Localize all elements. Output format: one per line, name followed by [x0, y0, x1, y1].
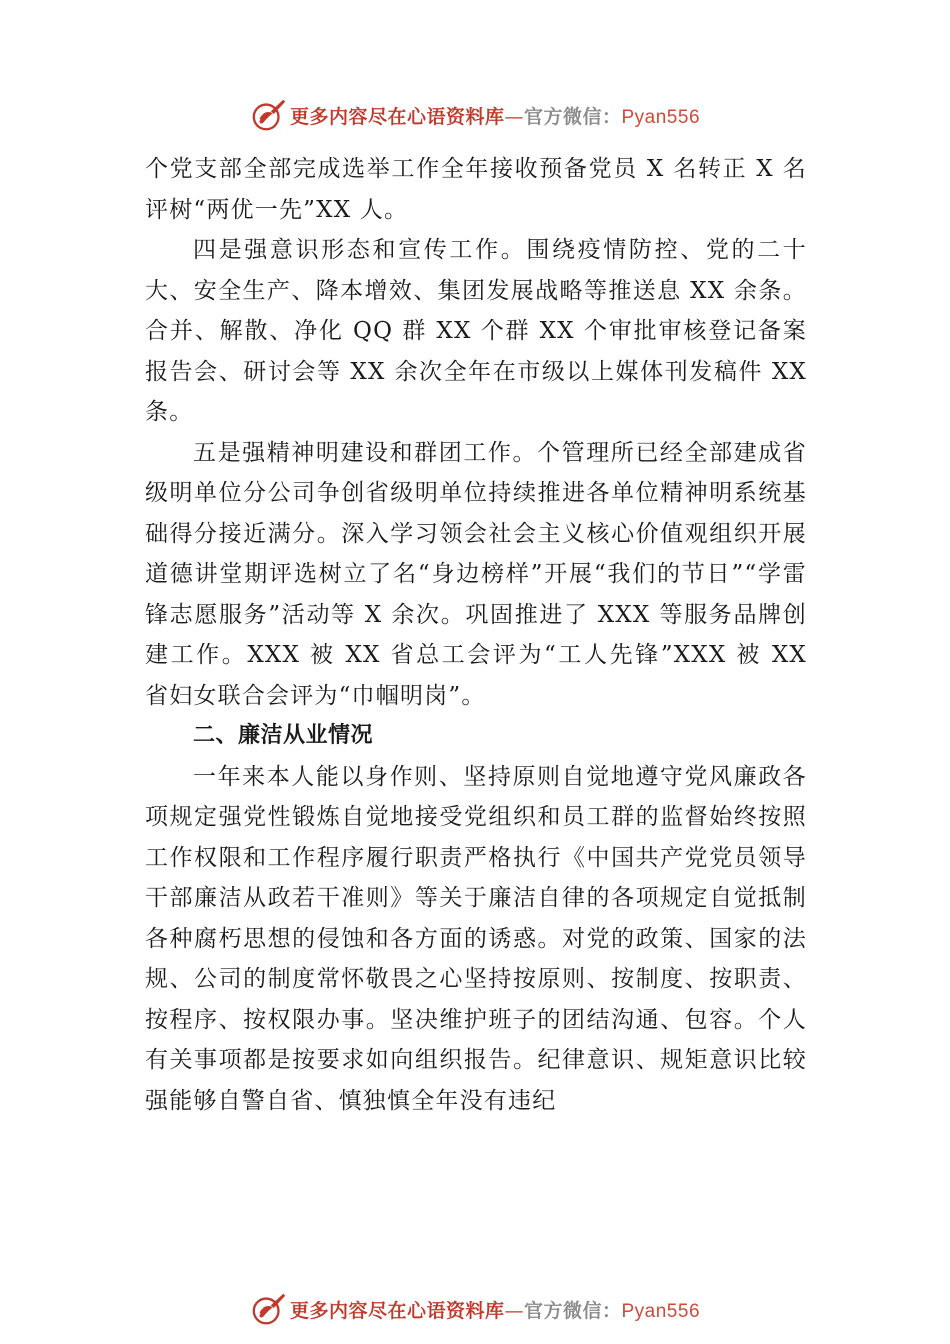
- brush-logo-icon: [250, 1290, 288, 1328]
- section-heading: 二、廉洁从业情况: [193, 723, 374, 748]
- banner-site-name: 更多内容尽在心语资料库: [289, 1299, 505, 1322]
- paragraph-continued: 个党支部全部完成选举工作全年接收预备党员 X 名转正 X 名评树“两优一先”XX 人。: [145, 156, 807, 223]
- banner-wechat-id: Pyan556: [621, 106, 701, 128]
- paragraph-civilization-groups: 五是强精神明建设和群团工作。个管理所已经全部建成省级明单位分公司争创省级明单位持续推进各单位精神明系统基础得分接近满分。深入学习领会社会主义核心价值观组织开展道德讲堂期评选树立了名“身边榜样”开展“我们的节日”“学雷锋志愿服务”活动等 X 余次。巩固推进了 XXX 等服务品牌创建工作。XXX 被 XX 省总工会评为“工人先锋”XXX 被 XX 省妇女联合会评为“巾帼明岗”。: [145, 439, 807, 709]
- paragraph-integrity: 一年来本人能以身作则、坚持原则自觉地遵守党风廉政各项规定强党性锻炼自觉地接受党组织和员工群的监督始终按照工作权限和工作程序履行职责严格执行《中国共产党党员领导干部廉洁从政若干准则》等关于廉洁自律的各项规定自觉抵制各种腐朽思想的侵蚀和各方面的诱惑。对党的政策、国家的法规、公司的制度常怀敬畏之心坚持按原则、按制度、按职责、按程序、按权限办事。坚决维护班子的团结沟通、包容。个人有关事项都是按要求如向组织报告。纪律意识、规矩意识比较强能够自警自省、慎独慎全年没有违纪: [145, 763, 807, 1114]
- banner-site-name: 更多内容尽在心语资料库: [289, 105, 505, 128]
- banner-dash: —: [504, 1299, 524, 1322]
- banner-dash: —: [504, 105, 524, 128]
- brush-logo-icon: [250, 96, 288, 134]
- footer-banner: [0, 1289, 950, 1329]
- banner-wechat-label: 官方微信：: [523, 105, 622, 128]
- banner-wechat-label: 官方微信：: [523, 1299, 622, 1322]
- header-banner: [0, 95, 950, 135]
- paragraph-ideology-publicity: 四是强意识形态和宣传工作。围绕疫情防控、党的二十大、安全生产、降本增效、集团发展战略等推送息 XX 余条。合并、解散、净化 QQ 群 XX 个群 XX 个审批审核登记备案报告会、研讨会等 XX 余次全年在市级以上媒体刊发稿件 XX 条。: [145, 237, 807, 425]
- banner-wechat-id: Pyan556: [621, 1300, 701, 1322]
- document-body: [145, 149, 807, 1121]
